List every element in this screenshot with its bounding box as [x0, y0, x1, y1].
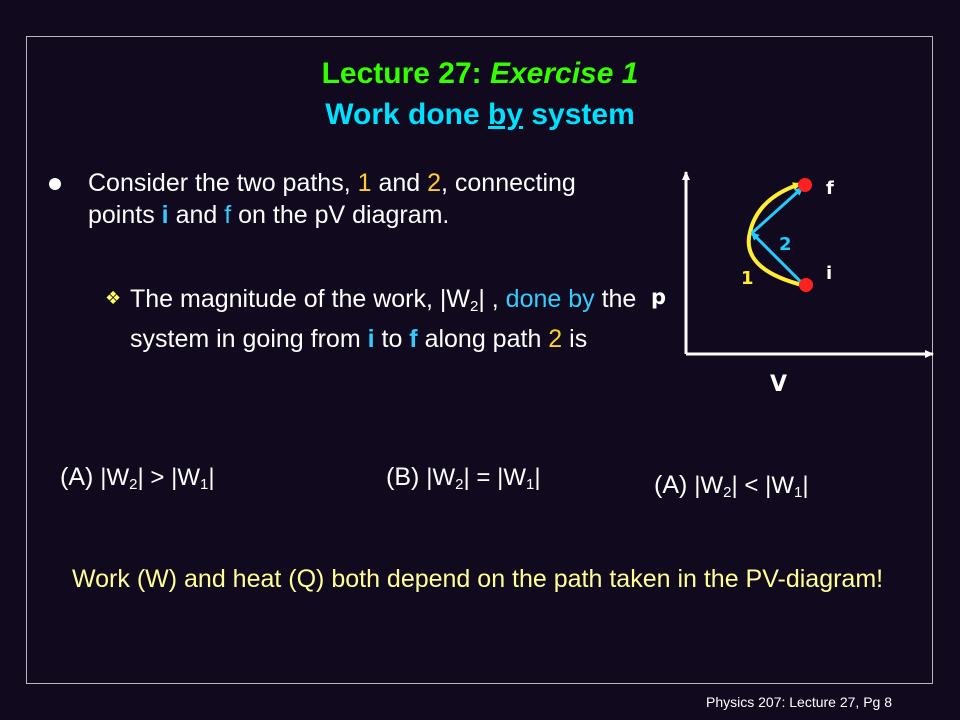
choice-c-sub1: 2	[723, 484, 732, 501]
b1-point-f: f	[224, 201, 232, 229]
b2-t2: | ,	[478, 285, 506, 313]
b2-t7: is	[562, 325, 588, 353]
b2-t4: the system in going from	[130, 285, 637, 353]
choice-b-mid: | = |W	[463, 464, 526, 491]
choice-b-sub2: 1	[526, 476, 535, 493]
p-axis-label: p	[651, 285, 667, 309]
choice-b-w: |W	[426, 464, 456, 491]
path-1-curve	[749, 184, 806, 286]
label-path-1: 1	[741, 268, 754, 289]
b2-path-2: 2	[548, 325, 563, 353]
point-f-dot	[798, 178, 812, 192]
b1-path-1: 1	[357, 169, 372, 197]
title-work-done: Work done	[325, 98, 489, 131]
b2-point-i: i	[367, 325, 375, 353]
b2-point-f: f	[409, 325, 418, 353]
b1-path-2: 2	[427, 169, 442, 197]
b1-point-i: i	[161, 201, 169, 229]
choice-c-w: |W	[694, 472, 724, 499]
choice-b-sub1: 2	[455, 476, 464, 493]
path-dependence-note: Work (W) and heat (Q) both depend on the path taken in the PV-diagram!	[72, 565, 884, 593]
choice-c-mid: | < |W	[731, 472, 794, 499]
b1-t3: , connecting points	[88, 169, 576, 229]
label-path-2: 2	[779, 234, 792, 255]
choice-a-sub1: 2	[129, 476, 138, 493]
diamond-bullet-icon: ❖	[105, 288, 122, 308]
title-by: by	[488, 98, 524, 131]
b2-done-by: done by	[505, 285, 595, 313]
choice-a-letter: (A)	[60, 463, 101, 491]
b1-t5: on the pV diagram.	[231, 201, 450, 229]
b2-sub: 2	[469, 298, 479, 315]
choice-c-end: |	[802, 472, 809, 499]
title-prefix: Lecture 27:	[321, 57, 490, 90]
b1-t1: Consider the two paths,	[88, 169, 358, 197]
title-system: system	[523, 98, 635, 131]
choice-a-w: |W	[100, 464, 130, 491]
b1-t4: and	[168, 201, 225, 229]
choice-c-sub2: 1	[794, 484, 803, 501]
choice-a-mid: | > |W	[137, 464, 200, 491]
label-i: i	[826, 263, 833, 284]
point-i-dot	[799, 278, 813, 292]
choice-a-sub2: 1	[200, 476, 209, 493]
slide-footer: Physics 207: Lecture 27, Pg 8	[706, 694, 892, 710]
choice-c-letter: (A)	[654, 471, 695, 499]
choice-b-letter: (B)	[386, 463, 427, 491]
choice-b-end: |	[534, 464, 541, 491]
b2-t6: along path	[417, 325, 549, 353]
b1-t2: and	[371, 169, 428, 197]
v-axis-label: V	[770, 372, 788, 397]
title-exercise: Exercise 1	[489, 57, 639, 90]
choice-a-end: |	[208, 464, 215, 491]
label-f: f	[826, 178, 834, 199]
b2-t1: The magnitude of the work, |W	[130, 285, 470, 313]
b2-t5: to	[374, 325, 410, 353]
